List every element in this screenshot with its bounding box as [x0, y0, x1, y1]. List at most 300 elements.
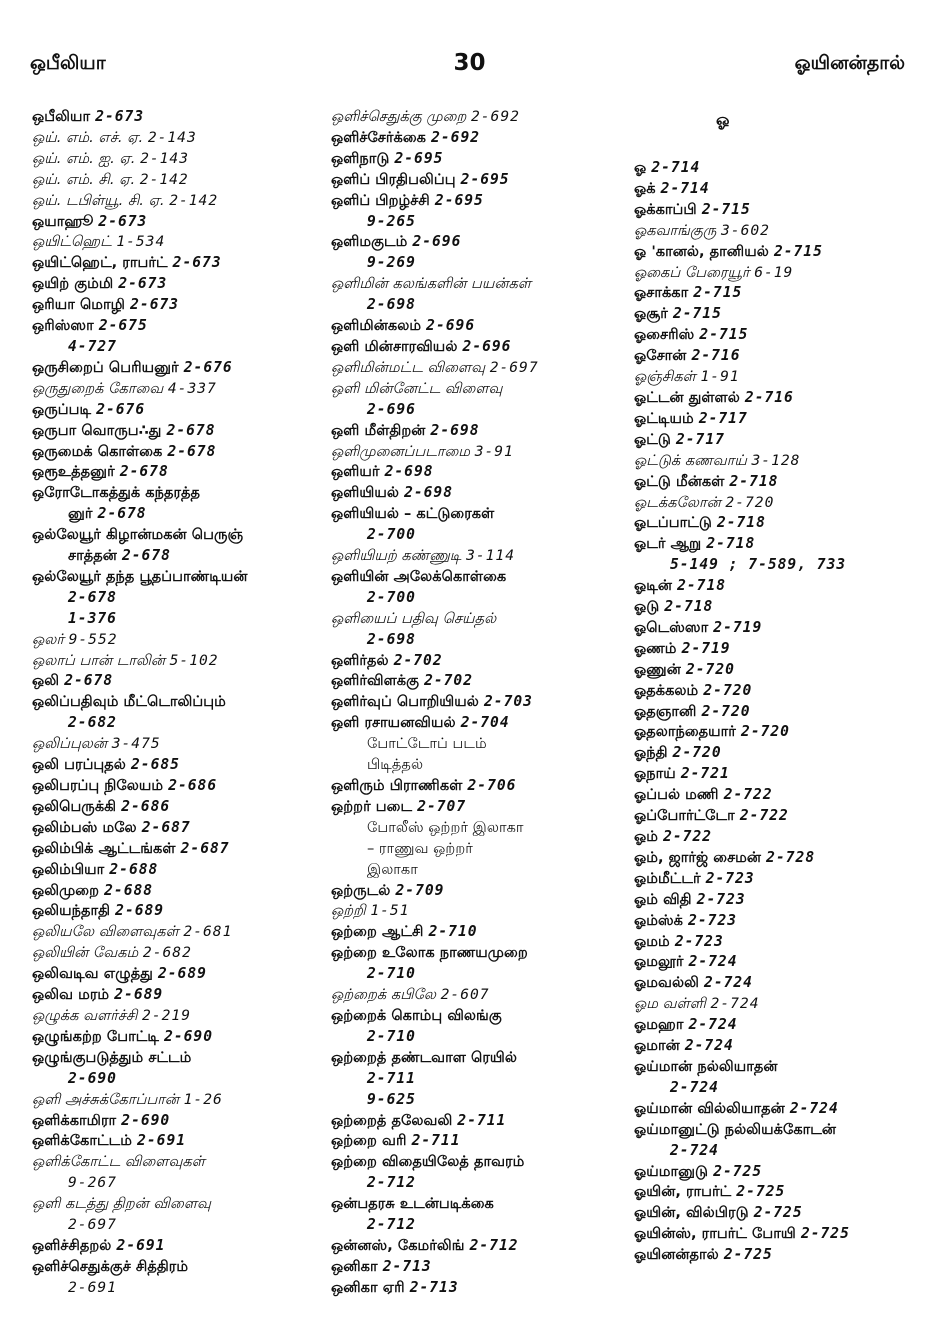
index-term: ஓம் விதி: [634, 890, 692, 908]
index-entry: [331, 274, 621, 295]
index-entry: [32, 671, 332, 692]
index-page-ref: 2-687: [141, 818, 191, 836]
index-page-ref: 2-685: [131, 756, 180, 774]
index-page-ref: 2-695: [434, 191, 484, 209]
index-entry: [32, 274, 332, 295]
index-page-ref: 2-687: [180, 839, 230, 857]
index-page-ref: 2-143: [140, 149, 189, 167]
index-entry: [32, 316, 332, 337]
index-page-ref: 2-142: [139, 170, 189, 188]
index-term: ஒலிபரப்பு நிலேயம்: [32, 777, 164, 794]
index-page-ref: 2-710: [367, 1027, 416, 1045]
index-term: ஒழுக்க வளர்ச்சி: [32, 1006, 138, 1024]
index-term: ஓமம்: [634, 932, 670, 950]
index-term: ஓகவாங்குரு: [634, 221, 717, 239]
index-entry: [32, 232, 332, 253]
index-entry: [32, 985, 332, 1006]
index-entry: [634, 785, 924, 806]
index-term: ஒளியைப் பதிவு செய்தல்: [331, 609, 497, 627]
index-term: ஒளி அச்சுக்கோப்பான்: [32, 1090, 179, 1108]
index-term: ஒல்லேயூர் தந்த பூதப்பாண்டியன்: [32, 567, 248, 585]
index-term: ஓப்போர்ட்டோ: [634, 807, 735, 825]
index-term: ஒளி ரசாயனவியல்: [331, 714, 456, 732]
index-page-ref: 2-675: [98, 317, 148, 335]
index-term: ஒருசிறைப் பெரியனுர்: [32, 358, 179, 376]
index-page-ref: 2-695: [460, 170, 510, 188]
index-entry: [331, 253, 621, 274]
index-page-ref: 2-219: [142, 1006, 191, 1024]
index-entry: [634, 1036, 924, 1057]
index-page-ref: 2-725: [800, 1225, 850, 1243]
index-entry: [634, 200, 924, 221]
index-entry: [634, 1078, 924, 1099]
index-page-ref: 3-475: [111, 735, 161, 753]
index-page-ref: 6-19: [754, 263, 794, 281]
index-term: ஒளிநாடு: [331, 149, 390, 167]
index-entry: [32, 734, 332, 755]
index-term: ஒளிச்சேர்க்கை: [331, 128, 426, 146]
index-entry: [331, 504, 621, 525]
index-term: ஒரிஸ்ஸா: [32, 317, 94, 335]
index-entry: [331, 1090, 621, 1111]
index-page-ref: 2-695: [394, 149, 444, 167]
index-entry: [634, 869, 924, 890]
index-entry: [634, 513, 924, 534]
index-term: ஓய்மான் வில்லியாதன்: [634, 1099, 785, 1117]
index-entry: [331, 1131, 621, 1152]
index-entry: [331, 1006, 621, 1027]
index-term: ஒருபா வொருப∴து: [32, 421, 162, 439]
index-entry: [331, 734, 621, 755]
index-page-ref: 9-269: [367, 254, 416, 272]
index-page-ref: 2-715: [672, 305, 722, 323]
index-entry: [634, 1162, 924, 1183]
index-entry: [634, 1224, 924, 1245]
index-term: ஒழுங்குபடுத்தும் சட்டம்: [32, 1048, 192, 1066]
index-term: ஒற்ருடல்: [331, 881, 391, 899]
index-page-ref: 2-724: [670, 1141, 719, 1159]
index-page-ref: 2-724: [688, 1016, 738, 1034]
index-entry: [32, 358, 332, 379]
index-term: ஓட்டுக் கணவாய்: [634, 451, 747, 469]
index-page-ref: 2-722: [723, 786, 773, 804]
index-page-ref: 2-724: [684, 1037, 734, 1055]
index-term: ஒளிர்தல்: [331, 651, 389, 669]
index-entry: [634, 242, 924, 263]
index-entry: [331, 316, 621, 337]
index-term: ஓய்மான் நல்லியாதன்: [634, 1057, 778, 1075]
index-term: ஒற்றைத் தலேவலி: [331, 1111, 453, 1129]
index-page-ref: 2-689: [157, 965, 207, 983]
index-page-ref: 2-713: [382, 1257, 432, 1275]
index-page-ref: 3-91: [474, 442, 514, 460]
index-page-ref: 2-712: [367, 1174, 416, 1192]
index-column-3: [634, 107, 924, 1266]
index-page-ref: 1-376: [68, 609, 117, 627]
index-entry: [331, 1173, 621, 1194]
index-page-ref: 2-719: [681, 639, 731, 657]
index-entry: [32, 692, 332, 713]
index-entry: [331, 901, 621, 922]
index-page-ref: 2-696: [462, 337, 512, 355]
index-page-ref: 2-692: [470, 108, 520, 125]
index-term: ஓமவல்லி: [634, 974, 699, 992]
index-entry: [634, 472, 924, 493]
index-term: ஓயின், வில்பிரடு: [634, 1204, 749, 1222]
index-entry: [634, 158, 924, 179]
index-entry: [32, 609, 332, 630]
index-page-ref: 5-102: [169, 651, 219, 669]
index-term: ஒயிற் கும்மி: [32, 275, 114, 293]
index-entry: [331, 671, 621, 692]
index-entry: [634, 1099, 924, 1120]
index-page-ref: 2-678: [121, 547, 171, 565]
index-page-ref: 2-709: [395, 881, 445, 899]
index-term: ஒரியா மொழி: [32, 296, 126, 314]
index-column-3-entries: [634, 158, 924, 1266]
index-entry: [32, 400, 332, 421]
index-entry: [32, 253, 332, 274]
index-page-ref: 2-676: [96, 400, 146, 418]
index-page-ref: 2-711: [367, 1069, 416, 1087]
index-term: ஒலி பரப்புதல்: [32, 756, 126, 774]
index-page-ref: 1-26: [183, 1090, 223, 1108]
index-page-ref: 2-690: [121, 1111, 171, 1129]
index-page-ref: 2-673: [172, 254, 222, 272]
index-term: ஒலர்: [32, 630, 64, 648]
index-entry: [32, 881, 332, 902]
index-term: ஒளியர்: [331, 463, 380, 481]
index-entry: [634, 660, 924, 681]
index-entry: [32, 1048, 332, 1069]
index-term: ஒலாப் பான் டாலின்: [32, 651, 165, 669]
index-term: ஒலி: [32, 672, 60, 690]
index-page-ref: 2-689: [114, 986, 164, 1004]
index-entry: [331, 149, 621, 170]
index-term: ஒற்றை விதையிலேத் தாவரம்: [331, 1153, 525, 1171]
index-entry: [32, 525, 332, 546]
index-entry: [331, 483, 621, 504]
index-term: ஒருப்படி: [32, 400, 92, 418]
index-page-ref: 2-688: [109, 860, 159, 878]
index-term: ஒளி கடத்து திறன் விளைவு: [32, 1195, 211, 1213]
index-page-ref: 2-689: [115, 902, 165, 920]
index-term: ஒலிவ மரம்: [32, 986, 110, 1004]
index-page-ref: 2-700: [367, 526, 416, 544]
index-term: ஓமஹா: [634, 1016, 684, 1034]
index-term: ஒலிபெருக்கி: [32, 797, 117, 815]
index-term: ஓக்: [634, 179, 656, 197]
index-page-ref: 2-698: [404, 484, 453, 502]
index-entry: [331, 713, 621, 734]
index-page-ref: 2-673: [98, 212, 148, 230]
index-page-ref: 2-715: [699, 326, 749, 344]
index-term: ஒற்றைக் கொம்பு விலங்கு: [331, 1006, 502, 1024]
index-term: ஒனிகா ஏரி: [331, 1278, 405, 1296]
index-entry: [331, 1194, 621, 1215]
index-entry: [32, 546, 332, 567]
index-page-ref: 2-682: [68, 714, 117, 732]
index-page-ref: 2-720: [685, 660, 735, 678]
index-entry: [331, 860, 621, 881]
index-term: ஒல்லேயூர் கிழான்மகன் பெருஞ்: [32, 526, 244, 544]
index-entry: [32, 839, 332, 860]
index-page-ref: 2-724: [704, 974, 753, 992]
index-entry: [331, 170, 621, 191]
index-entry: [331, 1111, 621, 1132]
index-page-ref: 9-265: [367, 212, 416, 230]
index-term: ஓதலாந்தையார்: [634, 723, 736, 741]
index-entry: [634, 618, 924, 639]
index-entry: [331, 588, 621, 609]
index-term: ஓநாய்: [634, 765, 676, 783]
index-term: ஒளியியல்: [331, 484, 399, 502]
index-term: ஒளி மீள்திறன்: [331, 421, 426, 439]
index-term: ஒய். டபிள்யூ. சி. ஏ.: [32, 191, 165, 209]
index-term: ஒளிமின்மட்ட விளைவு: [331, 358, 486, 376]
index-page-ref: 2-725: [736, 1183, 786, 1201]
index-entry: [32, 943, 332, 964]
index-page-ref: 2-690: [68, 1069, 117, 1087]
index-page-ref: 2-678: [97, 505, 147, 523]
index-entry: [331, 379, 621, 400]
index-term: ஒற்றை வரி: [331, 1132, 407, 1150]
running-head-left: ஒபீலியா: [30, 52, 106, 74]
index-page-ref: 2-686: [168, 777, 218, 794]
index-entry: [634, 534, 924, 555]
index-entry: [32, 483, 332, 504]
index-term: ஒன்பதரசு உடன்படிக்கை: [331, 1195, 494, 1213]
index-entry: [331, 191, 621, 212]
index-page-ref: 2-691: [116, 1236, 166, 1254]
index-term: ஓகைப் பேரையூர்: [634, 263, 750, 281]
index-term: போட்டோப் படம்: [367, 735, 487, 753]
index-term: ஒளிமின்கலம்: [331, 317, 422, 335]
index-page-ref: 2-690: [164, 1027, 213, 1045]
index-page-ref: 2-720: [703, 681, 753, 699]
index-entry: [331, 839, 621, 860]
index-page-ref: 2-724: [710, 995, 760, 1013]
index-page-ref: 9-625: [367, 1090, 416, 1108]
index-page-ref: 2-722: [663, 828, 713, 845]
index-term: ஓக்காப்பி: [634, 200, 697, 218]
index-entry: [634, 555, 924, 576]
index-term: ஒற்றைத் தண்டவாள ரெயில்: [331, 1048, 518, 1066]
index-page-ref: 2-711: [411, 1132, 461, 1150]
index-page-ref: 2-718: [729, 472, 779, 490]
index-term: ஒளிரும் பிராணிகள்: [331, 777, 463, 794]
index-entry: [32, 797, 332, 818]
index-term: ஒற்றைக் கபிலே: [331, 986, 436, 1004]
index-term: ஒளிமின் கலங்களின் பயன்கள்: [331, 275, 532, 293]
index-entry: [634, 952, 924, 973]
index-term: ஒய். எம். சி. ஏ.: [32, 170, 136, 188]
index-entry: [634, 304, 924, 325]
index-term: ஓமலூர்: [634, 953, 684, 971]
index-entry: [32, 1173, 332, 1194]
index-term: ஒளியின் அலேக்கொள்கை: [331, 567, 507, 585]
index-entry: [32, 1257, 332, 1278]
index-page-ref: 2-723: [696, 890, 746, 908]
index-page-ref: 2-706: [467, 777, 517, 794]
index-term: ஓஞ்சிகள்: [634, 368, 696, 386]
index-term: ஓடக்கலோன்: [634, 493, 721, 511]
index-page-ref: 2-724: [670, 1078, 719, 1096]
index-page-ref: 2-704: [460, 714, 510, 732]
index-page-ref: 9-552: [68, 630, 118, 648]
running-head-right: ஓயினன்தால்: [794, 52, 905, 74]
index-entry: [634, 702, 924, 723]
index-page-ref: 2-724: [789, 1099, 839, 1117]
index-page-ref: 2-710: [367, 965, 416, 983]
index-term: இலாகா: [367, 860, 418, 878]
index-entry: [331, 964, 621, 985]
index-page-ref: 2-714: [660, 179, 710, 197]
index-entry: [634, 994, 924, 1015]
index-term: ஒலிவடிவ எழுத்து: [32, 965, 153, 983]
index-page-ref: 2-686: [121, 797, 171, 815]
index-page-ref: 5-149 ; 7-589, 733: [670, 556, 847, 574]
section-letter-heading: ஓ: [716, 110, 730, 129]
index-page-ref: 2-724: [688, 953, 738, 971]
index-page-ref: 2-718: [664, 598, 714, 616]
index-page-ref: 2-725: [713, 1162, 763, 1180]
index-entry: [32, 964, 332, 985]
index-entry: [32, 630, 332, 651]
index-entry: [32, 776, 332, 797]
index-entry: [331, 232, 621, 253]
index-term: ஒளியியற் கண்ணுடி: [331, 547, 462, 565]
index-entry: [331, 922, 621, 943]
index-entry: [331, 818, 621, 839]
index-term: ஓயினன்தால்: [634, 1246, 719, 1264]
index-entry: [32, 170, 332, 191]
index-page-ref: 2-691: [68, 1278, 117, 1296]
index-term: ஒய். எம். எச். ஏ.: [32, 128, 144, 146]
index-term: ஒளிச்சிதறல்: [32, 1236, 112, 1254]
index-term: ஓடர் ஆறு: [634, 535, 702, 553]
index-entry: [32, 1006, 332, 1027]
index-page-ref: 1-534: [116, 233, 166, 251]
index-page-ref: 2-682: [142, 944, 192, 962]
index-page-ref: 2-698: [384, 463, 434, 481]
index-term: னுர்: [68, 505, 93, 523]
index-term: ஒளிக்கோட்ட விளைவுகள்: [32, 1153, 205, 1171]
index-entry: [634, 576, 924, 597]
index-entry: [32, 1111, 332, 1132]
index-entry: [32, 379, 332, 400]
index-term: ஓ 'கானல், தானியல்: [634, 242, 769, 260]
index-page-ref: 2-720: [741, 723, 790, 741]
index-entry: [634, 179, 924, 200]
index-term: ஒலியின் வேகம்: [32, 944, 139, 962]
index-entry: [331, 1236, 621, 1257]
index-entry: [634, 722, 924, 743]
index-entry: [331, 337, 621, 358]
index-entry: [32, 1131, 332, 1152]
index-page-ref: 1-91: [700, 368, 740, 386]
index-page-ref: 2-697: [489, 358, 539, 376]
index-term: ஒயிட்ஹெட்: [32, 233, 112, 251]
index-entry: [331, 400, 621, 421]
index-page-ref: 2-720: [725, 493, 775, 511]
index-entry: [331, 107, 621, 128]
index-entry: [32, 1090, 332, 1111]
index-term: ஓப்பல் மணி: [634, 786, 719, 804]
index-page-ref: 2-716: [691, 347, 741, 365]
index-entry: [331, 1278, 621, 1299]
index-term: ஒற்றை உலோக நாணயமுறை: [331, 944, 528, 962]
index-term: ஒலிப்புலன்: [32, 735, 108, 753]
index-entry: [32, 922, 332, 943]
index-entry: [32, 212, 332, 233]
index-entry: [331, 421, 621, 442]
index-term: ஒழுங்கற்ற போட்டி: [32, 1027, 159, 1045]
index-page-ref: 2-676: [183, 358, 233, 376]
index-page-ref: 2-715: [773, 242, 823, 260]
index-term: ஒருமைக் கொள்கை: [32, 442, 163, 460]
index-term: ஓயின், ராபர்ட்: [634, 1183, 732, 1201]
index-term: ஓணுன்: [634, 660, 681, 678]
index-page-ref: 2-681: [183, 923, 233, 941]
index-page-ref: 3-128: [751, 451, 801, 469]
index-entry: [634, 283, 924, 304]
index-page-ref: 4-727: [68, 337, 117, 355]
index-entry: [32, 442, 332, 463]
index-page-ref: 2-720: [672, 744, 722, 762]
index-entry: [32, 1236, 332, 1257]
index-term: ஓசைரிஸ்: [634, 326, 695, 344]
index-entry: [32, 295, 332, 316]
index-term: ஓடின்: [634, 577, 673, 595]
index-page-ref: 2-719: [713, 618, 763, 636]
index-entry: [634, 681, 924, 702]
index-page-ref: 2-698: [367, 296, 416, 314]
index-page-ref: 2-698: [367, 630, 416, 648]
index-term: ஒரூஉத்தனுர்: [32, 463, 115, 481]
index-page-ref: 3-114: [466, 547, 516, 565]
index-term: ஓசூர்: [634, 305, 668, 323]
index-page-ref: 2-142: [169, 191, 219, 209]
index-entry: [331, 776, 621, 797]
index-term: ஒயிட்ஹெட், ராபர்ட்: [32, 254, 168, 272]
index-page-ref: 2-696: [426, 317, 476, 335]
index-entry: [32, 128, 332, 149]
index-page-ref: 2-712: [367, 1216, 416, 1234]
index-entry: [634, 743, 924, 764]
index-term: ஒளியியல் – கட்டுரைகள்: [331, 505, 495, 523]
index-entry: [331, 462, 621, 483]
index-term: ஒலியலே விளைவுகள்: [32, 923, 179, 941]
index-term: ஓம்: [634, 828, 658, 845]
index-term: ஓடு: [634, 598, 660, 616]
index-entry: [634, 597, 924, 618]
index-page-ref: 3-602: [721, 221, 770, 239]
index-page-ref: 2-678: [167, 442, 217, 460]
index-page-ref: 2-717: [698, 409, 748, 427]
index-entry: [32, 149, 332, 170]
index-entry: [331, 1257, 621, 1278]
index-entry: [32, 1152, 332, 1173]
index-entry: [634, 451, 924, 472]
index-page-ref: 2-707: [417, 797, 467, 815]
index-entry: [634, 1245, 924, 1266]
index-page-ref: 2-673: [130, 296, 180, 314]
index-term: போலீஸ் ஒற்றர் இலாகா: [367, 818, 524, 836]
index-entry: [331, 692, 621, 713]
index-entry: [32, 1027, 332, 1048]
index-term: ஓசாக்கா: [634, 284, 689, 302]
